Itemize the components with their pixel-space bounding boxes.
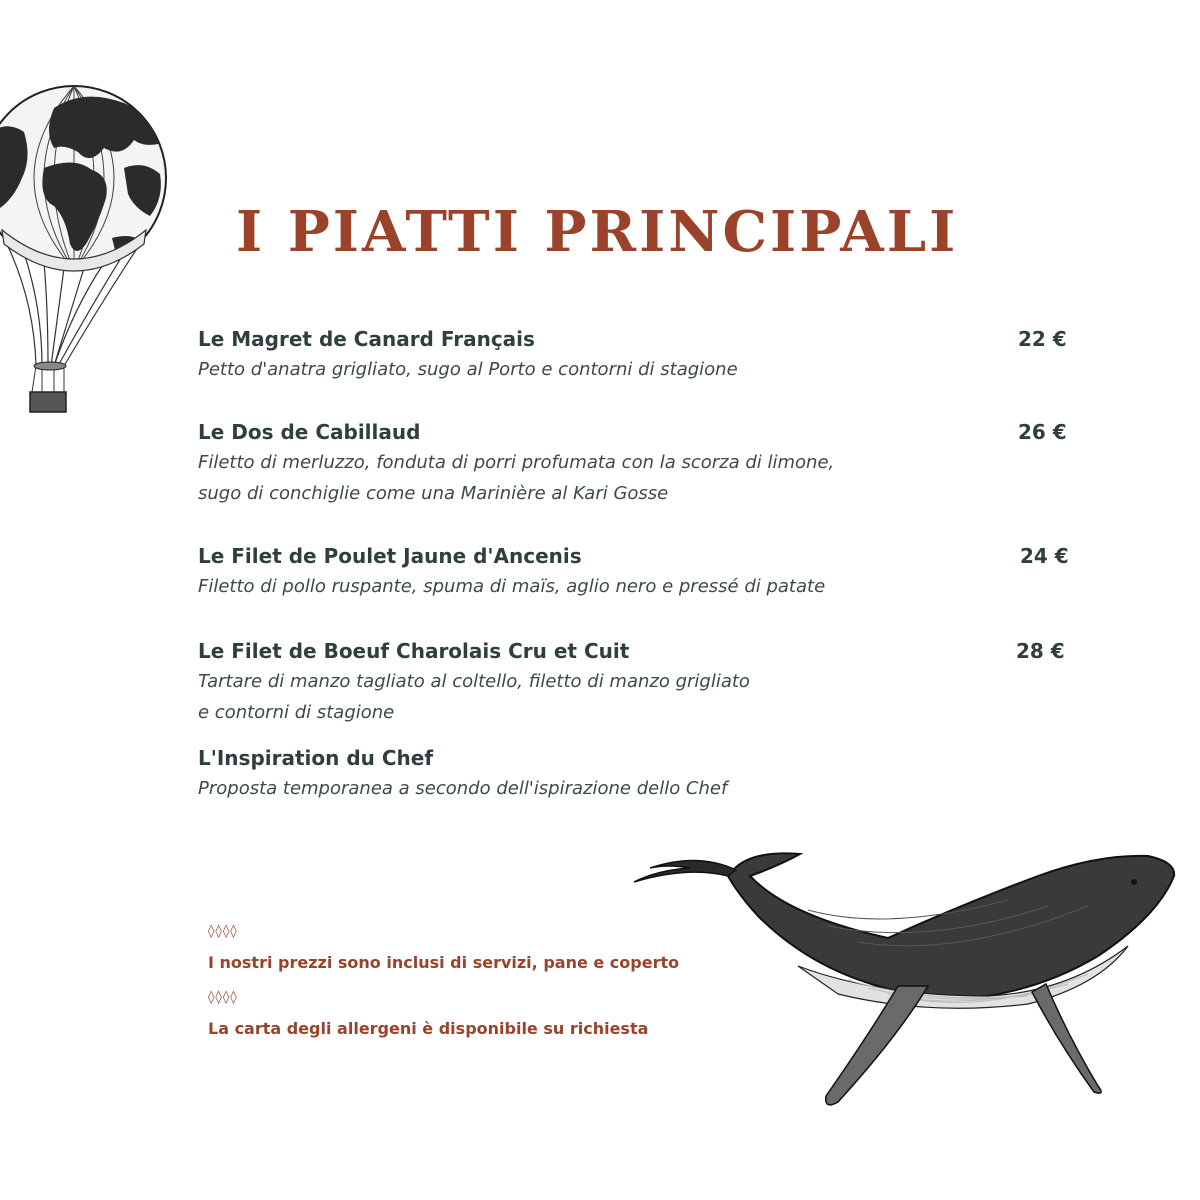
menu-title: I PIATTI PRINCIPALI [236, 199, 959, 265]
diamond-separator: ◊◊◊◊ [208, 924, 238, 939]
dish-description: Filetto di merluzzo, fonduta di porri profumata con la scorza di limone, [198, 452, 835, 473]
dish-price: 26 € [1018, 420, 1067, 444]
dish-item [198, 636, 1078, 728]
dish-price: 28 € [1016, 639, 1065, 663]
dish-item [198, 541, 1078, 602]
dish-name: Le Filet de Boeuf Charolais Cru et Cuit [198, 639, 630, 663]
diamond-separator: ◊◊◊◊ [208, 990, 238, 1005]
dish-price: 22 € [1018, 327, 1067, 351]
hot-air-balloon-illustration [0, 48, 176, 418]
dish-item [198, 743, 1078, 804]
dish-name: Le Filet de Poulet Jaune d'Ancenis [198, 544, 582, 568]
whale-illustration [628, 846, 1180, 1112]
dish-description: Proposta temporanea a secondo dell'ispirazione dello Chef [198, 778, 728, 799]
allergen-note: La carta degli allergeni è disponibile su richiesta [208, 1019, 649, 1038]
price-note: I nostri prezzi sono inclusi di servizi, pane e coperto [208, 953, 680, 972]
dish-name: L'Inspiration du Chef [198, 746, 434, 770]
dish-name: Le Dos de Cabillaud [198, 420, 421, 444]
dish-name: Le Magret de Canard Français [198, 327, 535, 351]
dish-description: sugo di conchiglie come una Marinière al Kari Gosse [198, 483, 669, 504]
dish-description: e contorni di stagione [198, 702, 395, 723]
dish-description: Filetto di pollo ruspante, spuma di maïs, aglio nero e pressé di patate [198, 576, 826, 597]
dish-price: 24 € [1020, 544, 1069, 568]
dish-item [198, 324, 1078, 385]
dish-description: Petto d'anatra grigliato, sugo al Porto e contorni di stagione [198, 359, 738, 380]
dish-description: Tartare di manzo tagliato al coltello, filetto di manzo grigliato [198, 671, 750, 692]
dish-item [198, 417, 1078, 509]
